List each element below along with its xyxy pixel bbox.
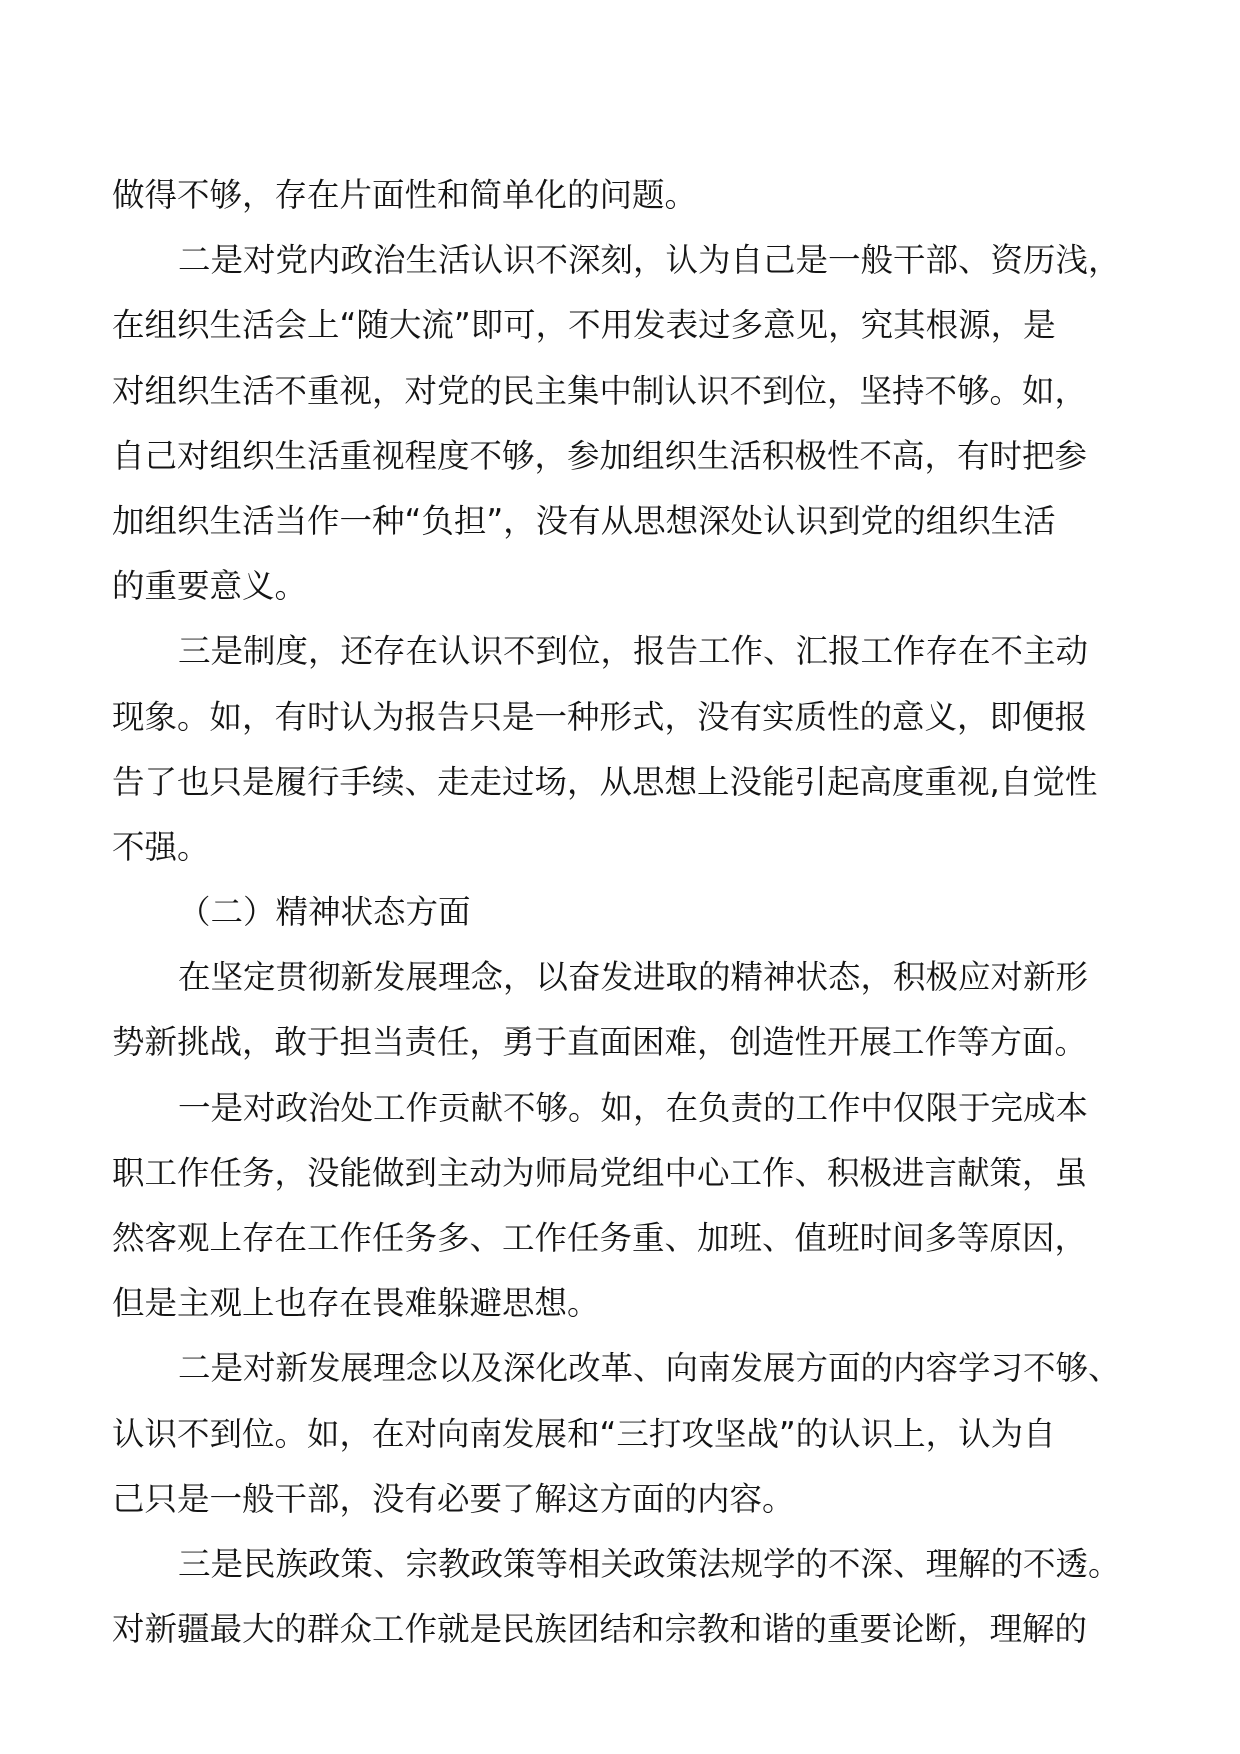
text-line-10: 告了也只是履行手续、走走过场，从思想上没能引起高度重视,自觉性 (112, 762, 1098, 801)
text-line-5: 自己对组织生活重视程度不够，参加组织生活积极性不高，有时把参 (112, 436, 1088, 475)
text-line-4: 对组织生活不重视，对党的民主集中制认识不到位，坚持不够。如， (112, 371, 1088, 410)
text-line-16: 职工作任务，没能做到主动为师局党组中心工作、积极进言献策，虽 (112, 1153, 1088, 1192)
text-line-11: 不强。 (112, 827, 210, 866)
text-line-6: 加组织生活当作一种“负担”，没有从思想深处认识到党的组织生活 (112, 501, 1056, 540)
text-line-17: 然客观上存在工作任务多、工作任务重、加班、值班时间多等原因， (112, 1219, 1088, 1257)
text-line-22: 三是民族政策、宗教政策等相关政策法规学的不深、理解的不透。 (178, 1544, 1121, 1583)
text-line-18: 但是主观上也存在畏难躲避思想。 (112, 1284, 600, 1323)
text-line-23: 对新疆最大的群众工作就是民族团结和宗教和谐的重要论断，理解的 (112, 1610, 1088, 1649)
document-body (112, 163, 1132, 1662)
section-heading: （二）精神状态方面 (178, 893, 471, 932)
text-line-9: 现象。如，有时认为报告只是一种形式，没有实质性的意义，即便报 (112, 697, 1088, 736)
text-line-21: 己只是一般干部，没有必要了解这方面的内容。 (112, 1479, 795, 1518)
text-line-15: 一是对政治处工作贡献不够。如，在负责的工作中仅限于完成本 (178, 1088, 1089, 1127)
text-line-7: 的重要意义。 (112, 567, 308, 606)
text-line-20: 认识不到位。如，在对向南发展和“三打攻坚战”的认识上，认为自 (112, 1414, 1056, 1453)
text-line-14: 势新挑战，敢于担当责任，勇于直面困难，创造性开展工作等方面。 (112, 1023, 1088, 1062)
text-line-8: 三是制度，还存在认识不到位，报告工作、汇报工作存在不主动 (178, 632, 1089, 671)
text-line-3: 在组织生活会上“随大流”即可，不用发表过多意见，究其根源，是 (112, 306, 1056, 345)
text-line-2: 二是对党内政治生活认识不深刻，认为自己是一般干部、资历浅， (178, 241, 1121, 280)
text-line-1: 做得不够，存在片面性和简单化的问题。 (112, 176, 698, 214)
text-line-19: 二是对新发展理念以及深化改革、向南发展方面的内容学习不够、 (178, 1349, 1121, 1388)
text-line-13: 在坚定贯彻新发展理念，以奋发进取的精神状态，积极应对新形 (178, 958, 1089, 997)
